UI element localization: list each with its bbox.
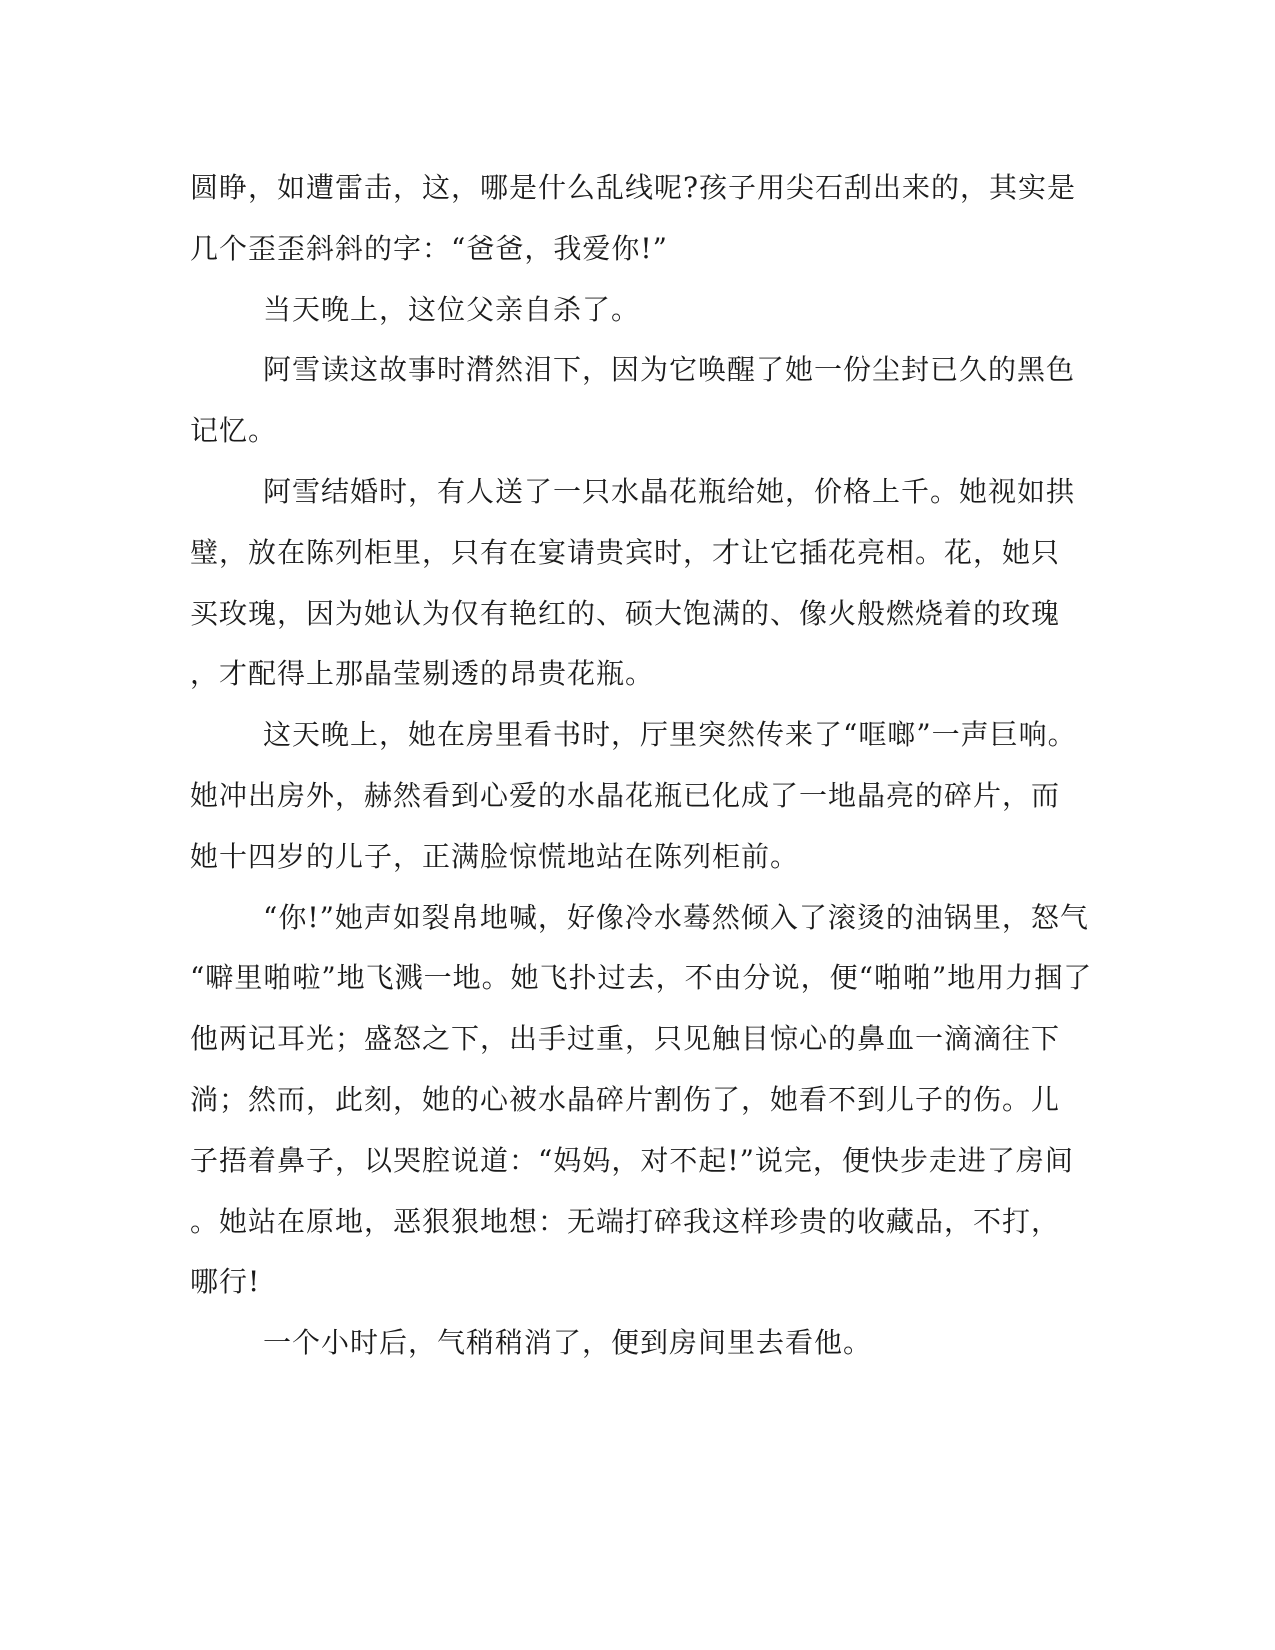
text-line-16: 淌；然而，此刻，她的心被水晶碎片割伤了，她看不到儿子的伤。儿: [190, 1082, 1061, 1116]
text-line-7: 璧，放在陈列柜里，只有在宴请贵宾时，才让它插花亮相。花，她只: [190, 535, 1061, 569]
text-line-17: 子捂着鼻子，以哭腔说道：“妈妈，对不起!”说完，便快步走进了房间: [190, 1143, 1074, 1177]
text-line-14: “噼里啪啦”地飞溅一地。她飞扑过去，不由分说，便“啪啪”地用力掴了: [190, 961, 1093, 995]
document-body: [190, 158, 1093, 1374]
text-line-2: 几个歪歪斜斜的字：“爸爸，我爱你!”: [190, 231, 668, 265]
text-line-4: 阿雪读这故事时潸然泪下，因为它唤醒了她一份尘封已久的黑色: [263, 353, 1076, 387]
text-line-19: 哪行!: [190, 1265, 261, 1299]
text-line-8: 买玫瑰，因为她认为仅有艳红的、硕大饱满的、像火般燃烧着的玫瑰: [190, 596, 1061, 630]
text-line-18: 。她站在原地，恶狠狠地想：无端打碎我这样珍贵的收藏品，不打，: [190, 1204, 1061, 1238]
text-line-11: 她冲出房外，赫然看到心爱的水晶花瓶已化成了一地晶亮的碎片，而: [190, 778, 1061, 812]
text-line-20: 一个小时后，气稍稍消了，便到房间里去看他。: [263, 1326, 873, 1360]
text-line-12: 她十四岁的儿子，正满脸惊慌地站在陈列柜前。: [190, 839, 800, 873]
text-line-1: 圆睁，如遭雷击，这，哪是什么乱线呢?孩子用尖石刮出来的，其实是: [190, 171, 1077, 204]
text-line-15: 他两记耳光；盛怒之下，出手过重，只见触目惊心的鼻血一滴滴往下: [190, 1022, 1061, 1056]
text-line-3: 当天晚上，这位父亲自杀了。: [263, 292, 641, 326]
text-line-10: 这天晚上，她在房里看书时，厅里突然传来了“哐啷”一声巨响。: [263, 718, 1077, 752]
text-line-13: “你!”她声如裂帛地喊，好像冷水蓦然倾入了滚烫的油锅里，怒气: [263, 900, 1089, 934]
text-line-9: ，才配得上那晶莹剔透的昂贵花瓶。: [190, 657, 655, 691]
text-line-5: 记忆。: [190, 414, 278, 448]
text-line-6: 阿雪结婚时，有人送了一只水晶花瓶给她，价格上千。她视如拱: [263, 474, 1076, 508]
